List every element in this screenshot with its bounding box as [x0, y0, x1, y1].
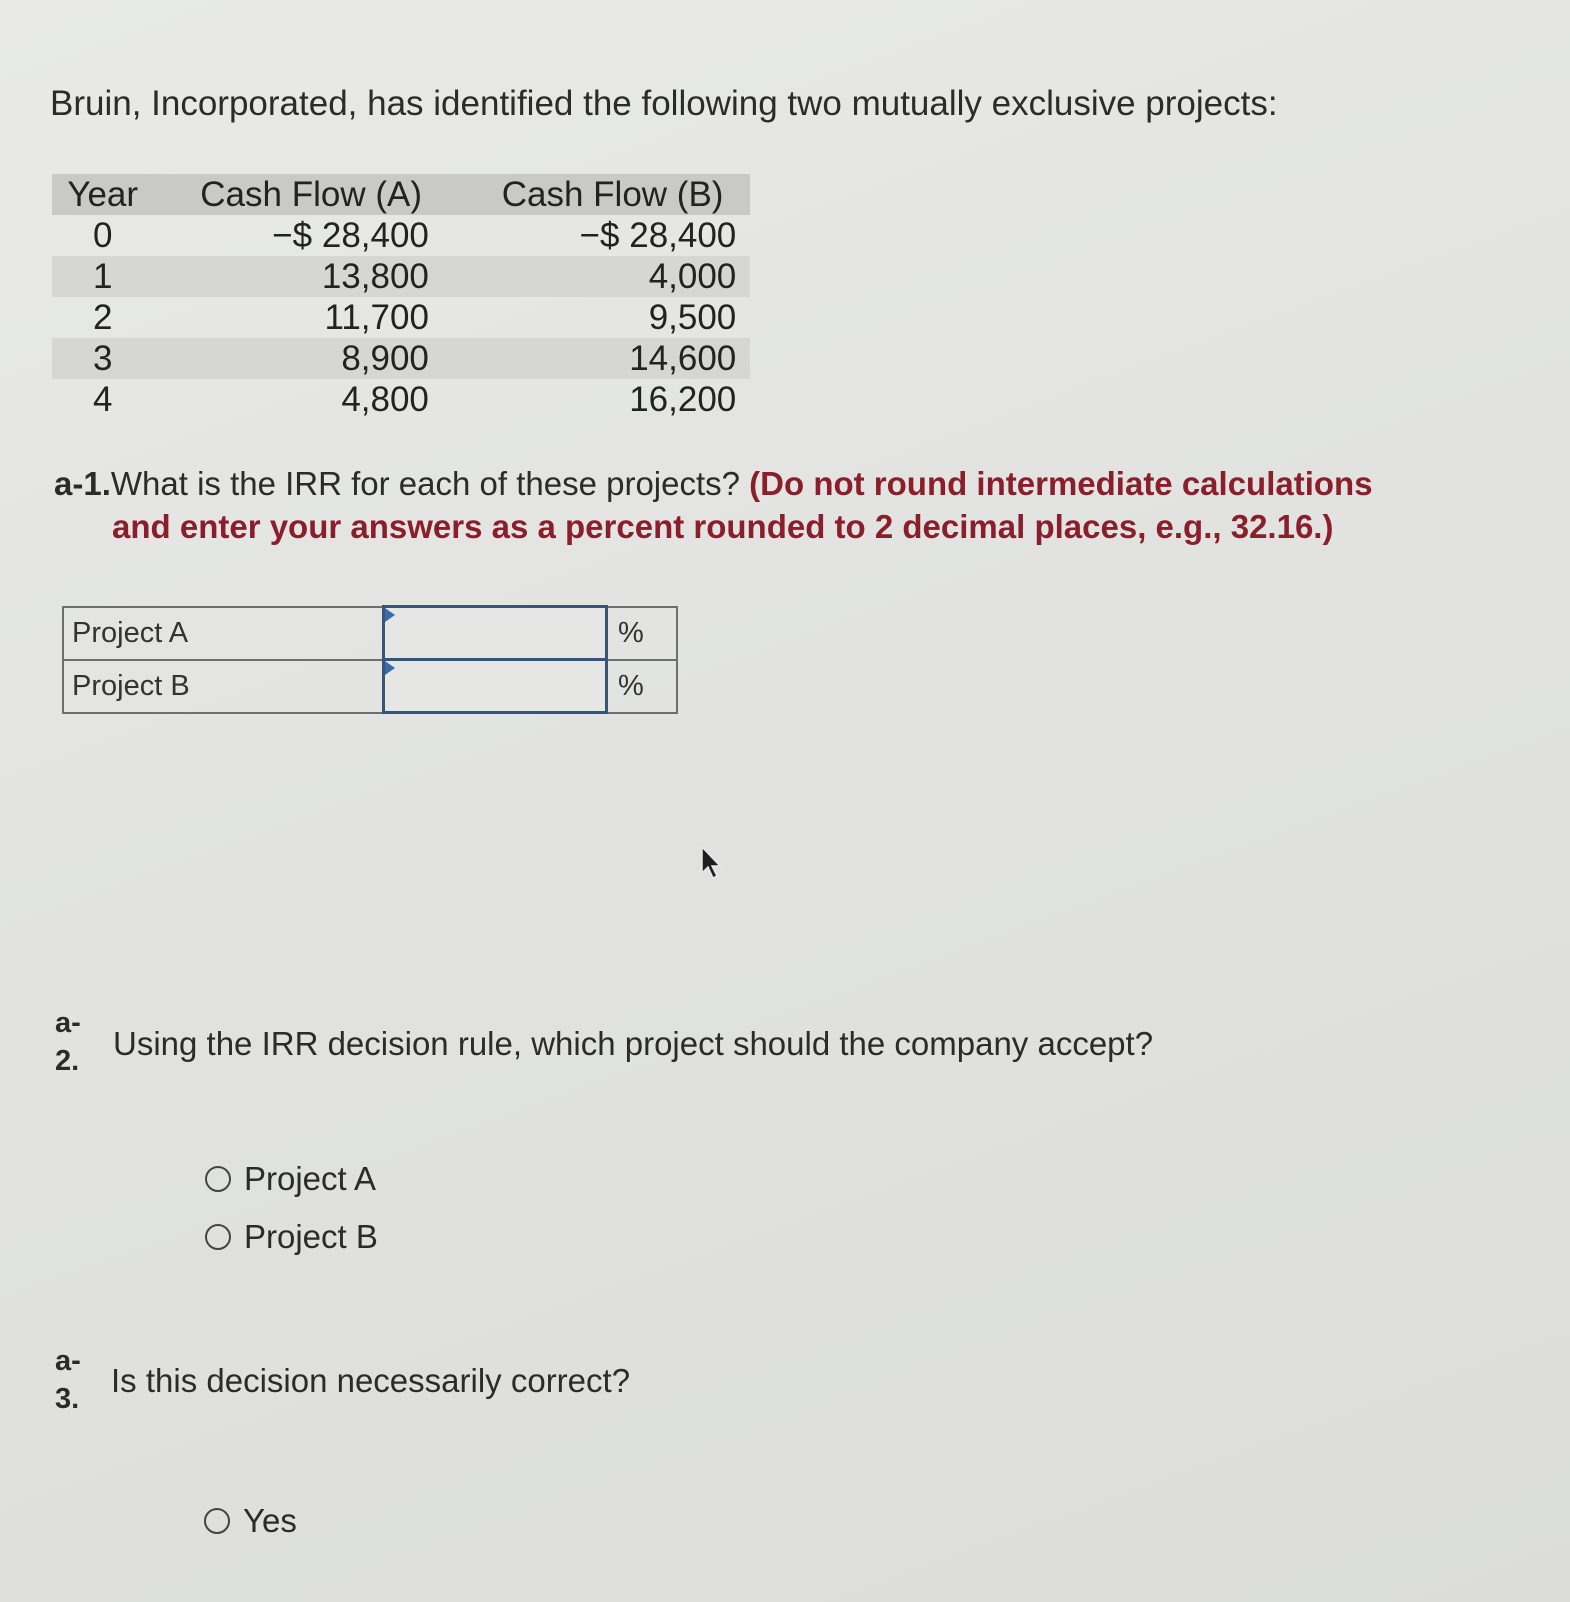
cash-flow-b-cell: −$ 28,400 [579, 215, 737, 255]
year-cell: 2 [92, 297, 113, 337]
year-cell: 3 [92, 338, 113, 378]
year-cell: 0 [92, 215, 113, 255]
header-cash-flow-b: Cash Flow (B) [501, 174, 724, 214]
question-a1 [54, 462, 1534, 548]
question-a1-line1 [54, 462, 1534, 505]
question-a3-label [55, 1342, 81, 1418]
radio-circle-icon[interactable] [205, 1224, 231, 1250]
header-pad [736, 174, 750, 215]
header-cash-flow-a: Cash Flow (A) [200, 174, 422, 214]
cash-flow-a-cell: 11,700 [324, 297, 429, 337]
table-row [52, 215, 750, 256]
question-a3-label-top: a- [55, 1345, 81, 1377]
cash-flow-a-cell: 8,900 [341, 338, 429, 378]
table-row [52, 379, 750, 420]
irr-row-project-b [63, 660, 677, 713]
cash-flow-a-cell: −$ 28,400 [272, 215, 429, 255]
irr-input-project-b[interactable] [385, 661, 605, 711]
radio-circle-icon[interactable] [205, 1166, 231, 1192]
radio-option-project-a[interactable] [205, 1160, 376, 1198]
header-year: Year [67, 174, 139, 214]
mouse-pointer-icon [700, 845, 726, 881]
question-a2-text: Using the IRR decision rule, which project should the company accept? [113, 1025, 1154, 1062]
irr-unit-project-b: % [607, 660, 678, 713]
question-a2-label-top: a- [55, 1007, 81, 1039]
problem-intro: Bruin, Incorporated, has identified the following two mutually exclusive projects: [50, 84, 1278, 123]
radio-circle-icon[interactable] [204, 1508, 230, 1534]
radio-label-project-a: Project A [244, 1160, 377, 1197]
question-a3-label-bottom: 3. [55, 1383, 80, 1415]
question-a1-label: a-1. [54, 465, 111, 502]
irr-label-project-b: Project B [63, 660, 384, 713]
radio-label-project-b: Project B [244, 1218, 378, 1255]
irr-answer-table [62, 605, 678, 714]
year-cell: 4 [92, 379, 113, 419]
irr-label-project-a: Project A [63, 607, 384, 660]
radio-option-yes[interactable] [204, 1502, 297, 1540]
cash-flow-b-cell: 16,200 [629, 379, 737, 419]
table-row [52, 297, 750, 338]
irr-input-cell-project-b [384, 660, 607, 713]
irr-input-project-a[interactable] [385, 608, 605, 658]
table-row [52, 256, 750, 297]
radio-option-project-b[interactable] [205, 1218, 378, 1256]
cash-flow-a-cell: 4,800 [341, 379, 429, 419]
question-a2-label-bottom: 2. [55, 1045, 80, 1077]
question-a3-text: Is this decision necessarily correct? [111, 1362, 631, 1399]
radio-label-yes: Yes [243, 1502, 297, 1539]
table-row [52, 338, 750, 379]
irr-row-project-a [63, 607, 677, 660]
irr-unit-project-a: % [607, 607, 678, 660]
question-a1-instruction-1: (Do not round intermediate calculations [749, 465, 1373, 502]
cash-flow-b-cell: 14,600 [629, 338, 737, 378]
year-cell: 1 [92, 256, 113, 296]
cash-flow-a-cell: 13,800 [321, 256, 429, 296]
cash-flow-b-cell: 4,000 [648, 256, 737, 296]
irr-input-cell-project-a [384, 607, 607, 660]
question-a1-instruction-2: and enter your answers as a percent rounded to 2 decimal places, e.g., 32.16.) [112, 508, 1334, 545]
cash-flow-b-cell: 9,500 [648, 297, 737, 337]
cash-flow-header-row [52, 174, 750, 215]
question-a1-text: What is the IRR for each of these projects? [110, 465, 750, 502]
cash-flow-table [52, 174, 750, 420]
question-a2-label [55, 1004, 81, 1080]
